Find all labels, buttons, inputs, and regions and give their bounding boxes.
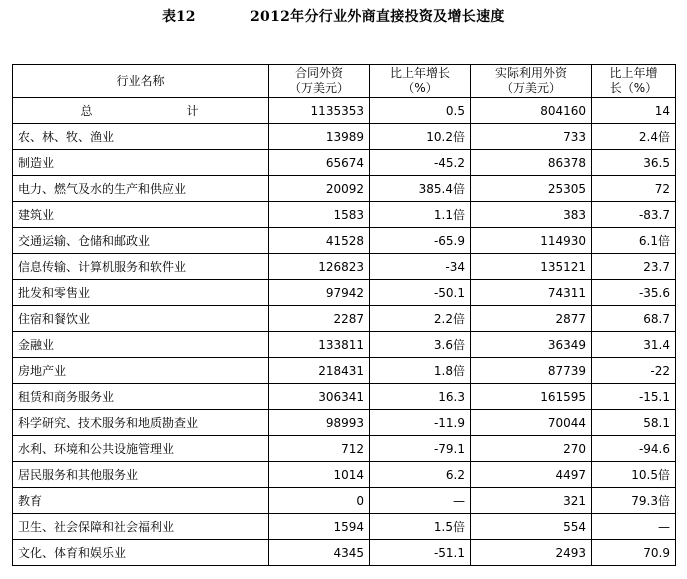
contracted-fdi-cell: 97942: [269, 280, 370, 306]
actual-fdi-cell: 87739: [471, 358, 592, 384]
actual-growth-cell: 72: [592, 176, 676, 202]
industry-name-cell: 农、林、牧、渔业: [13, 124, 269, 150]
actual-fdi-cell: 383: [471, 202, 592, 228]
header-contracted-growth: 比上年增长 （%）: [370, 65, 471, 98]
actual-fdi-cell: 733: [471, 124, 592, 150]
contracted-fdi-cell: 1583: [269, 202, 370, 228]
contracted-growth-cell: 0.5: [370, 98, 471, 124]
contracted-growth-cell: -50.1: [370, 280, 471, 306]
actual-growth-cell: 31.4: [592, 332, 676, 358]
contracted-fdi-cell: 133811: [269, 332, 370, 358]
actual-growth-cell: 68.7: [592, 306, 676, 332]
actual-growth-cell: -94.6: [592, 436, 676, 462]
contracted-fdi-cell: 712: [269, 436, 370, 462]
industry-name-cell: 房地产业: [13, 358, 269, 384]
contracted-fdi-cell: 306341: [269, 384, 370, 410]
contracted-fdi-cell: 218431: [269, 358, 370, 384]
table-header-row: [13, 65, 676, 98]
industry-name-cell: 科学研究、技术服务和地质勘查业: [13, 410, 269, 436]
actual-fdi-cell: 135121: [471, 254, 592, 280]
actual-fdi-cell: 74311: [471, 280, 592, 306]
page-title: 2012年分行业外商直接投资及增长速度: [250, 9, 505, 25]
industry-name-cell: [13, 98, 269, 124]
contracted-growth-cell: 1.5倍: [370, 514, 471, 540]
total-row: [13, 98, 676, 124]
document-header: [0, 6, 687, 28]
table-row: [13, 540, 676, 566]
industry-name-cell: 制造业: [13, 150, 269, 176]
actual-fdi-cell: 4497: [471, 462, 592, 488]
industry-name-cell: 建筑业: [13, 202, 269, 228]
actual-growth-cell: 36.5: [592, 150, 676, 176]
contracted-fdi-cell: 126823: [269, 254, 370, 280]
actual-fdi-cell: 86378: [471, 150, 592, 176]
industry-name-cell: 批发和零售业: [13, 280, 269, 306]
actual-fdi-cell: 270: [471, 436, 592, 462]
contracted-growth-cell: -51.1: [370, 540, 471, 566]
actual-growth-cell: 58.1: [592, 410, 676, 436]
actual-fdi-cell: 804160: [471, 98, 592, 124]
header-actual-growth: 比上年增 长（%）: [592, 65, 676, 98]
industry-name-cell: 居民服务和其他服务业: [13, 462, 269, 488]
industry-name-cell: 租赁和商务服务业: [13, 384, 269, 410]
contracted-fdi-cell: 98993: [269, 410, 370, 436]
industry-name-cell: 水利、环境和公共设施管理业: [13, 436, 269, 462]
actual-growth-cell: —: [592, 514, 676, 540]
table-number-label: 表12: [162, 9, 196, 25]
industry-name-cell: 信息传输、计算机服务和软件业: [13, 254, 269, 280]
header-actual-fdi: 实际利用外资 （万美元）: [471, 65, 592, 98]
contracted-growth-cell: —: [370, 488, 471, 514]
contracted-growth-cell: 1.1倍: [370, 202, 471, 228]
contracted-growth-cell: 385.4倍: [370, 176, 471, 202]
contracted-fdi-cell: 4345: [269, 540, 370, 566]
actual-fdi-cell: 321: [471, 488, 592, 514]
actual-growth-cell: -83.7: [592, 202, 676, 228]
actual-fdi-cell: 161595: [471, 384, 592, 410]
contracted-fdi-cell: 13989: [269, 124, 370, 150]
actual-growth-cell: -35.6: [592, 280, 676, 306]
industry-name-cell: 电力、燃气及水的生产和供应业: [13, 176, 269, 202]
contracted-growth-cell: 1.8倍: [370, 358, 471, 384]
contracted-fdi-cell: 20092: [269, 176, 370, 202]
table-row: [13, 384, 676, 410]
actual-growth-cell: 70.9: [592, 540, 676, 566]
contracted-growth-cell: 2.2倍: [370, 306, 471, 332]
contracted-fdi-cell: 65674: [269, 150, 370, 176]
header-industry-name: 行业名称: [13, 65, 269, 98]
actual-fdi-cell: 2493: [471, 540, 592, 566]
actual-growth-cell: 6.1倍: [592, 228, 676, 254]
industry-name-cell: 文化、体育和娱乐业: [13, 540, 269, 566]
table-row: [13, 436, 676, 462]
actual-growth-cell: 2.4倍: [592, 124, 676, 150]
actual-fdi-cell: 114930: [471, 228, 592, 254]
actual-fdi-cell: 36349: [471, 332, 592, 358]
actual-growth-cell: 14: [592, 98, 676, 124]
fdi-by-industry-table: [12, 64, 676, 566]
table-row: [13, 254, 676, 280]
table-row: [13, 358, 676, 384]
actual-fdi-cell: 70044: [471, 410, 592, 436]
actual-growth-cell: -15.1: [592, 384, 676, 410]
contracted-growth-cell: 16.3: [370, 384, 471, 410]
table-row: [13, 228, 676, 254]
table-row: [13, 176, 676, 202]
contracted-fdi-cell: 2287: [269, 306, 370, 332]
actual-growth-cell: -22: [592, 358, 676, 384]
contracted-growth-cell: -79.1: [370, 436, 471, 462]
total-label: 总 计: [80, 104, 201, 118]
actual-fdi-cell: 554: [471, 514, 592, 540]
industry-name-cell: 交通运输、仓储和邮政业: [13, 228, 269, 254]
actual-growth-cell: 10.5倍: [592, 462, 676, 488]
contracted-fdi-cell: 1135353: [269, 98, 370, 124]
contracted-growth-cell: 10.2倍: [370, 124, 471, 150]
table-row: [13, 306, 676, 332]
actual-growth-cell: 23.7: [592, 254, 676, 280]
table-row: [13, 202, 676, 228]
actual-growth-cell: 79.3倍: [592, 488, 676, 514]
industry-name-cell: 教育: [13, 488, 269, 514]
header-contracted-fdi: 合同外资 （万美元）: [269, 65, 370, 98]
industry-name-cell: 金融业: [13, 332, 269, 358]
contracted-growth-cell: -65.9: [370, 228, 471, 254]
contracted-growth-cell: 3.6倍: [370, 332, 471, 358]
table-body: [13, 98, 676, 566]
contracted-fdi-cell: 1014: [269, 462, 370, 488]
actual-fdi-cell: 25305: [471, 176, 592, 202]
table-row: [13, 410, 676, 436]
contracted-growth-cell: 6.2: [370, 462, 471, 488]
contracted-fdi-cell: 1594: [269, 514, 370, 540]
contracted-growth-cell: -11.9: [370, 410, 471, 436]
industry-name-cell: 住宿和餐饮业: [13, 306, 269, 332]
contracted-fdi-cell: 41528: [269, 228, 370, 254]
contracted-fdi-cell: 0: [269, 488, 370, 514]
table-row: [13, 332, 676, 358]
table-row: [13, 280, 676, 306]
industry-name-cell: 卫生、社会保障和社会福利业: [13, 514, 269, 540]
table-row: [13, 124, 676, 150]
table-row: [13, 488, 676, 514]
table-row: [13, 150, 676, 176]
contracted-growth-cell: -45.2: [370, 150, 471, 176]
table-row: [13, 462, 676, 488]
table-row: [13, 514, 676, 540]
contracted-growth-cell: -34: [370, 254, 471, 280]
actual-fdi-cell: 2877: [471, 306, 592, 332]
